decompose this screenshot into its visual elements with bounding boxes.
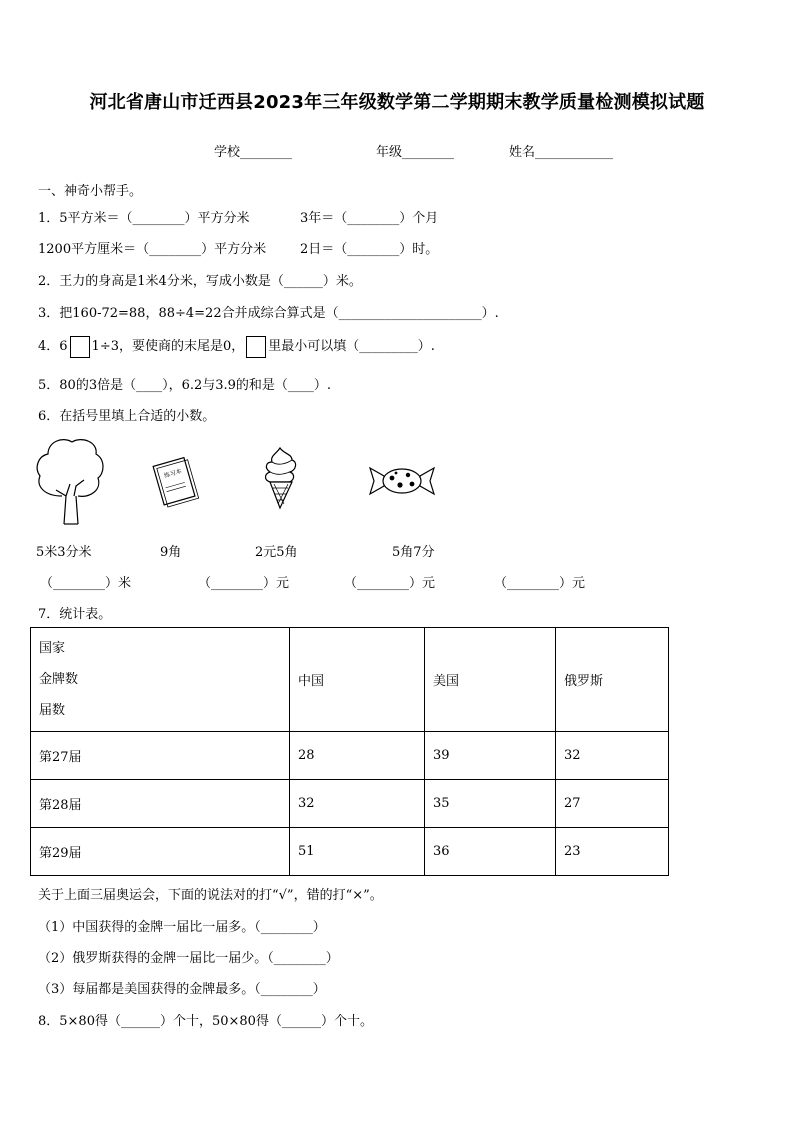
q4-pre: 4．6 <box>38 339 68 354</box>
table-cell: 51 <box>290 828 425 876</box>
notebook-label: 练习本 <box>163 467 183 480</box>
school-field[interactable]: 学校________ <box>214 145 293 160</box>
table-cell: 36 <box>425 828 556 876</box>
q6-prompt: 6．在括号里填上合适的小数。 <box>38 409 216 424</box>
row-label: 第29届 <box>31 828 290 876</box>
row-label: 第27届 <box>31 732 290 780</box>
q1-b: 3年＝（________）个月 <box>300 211 439 226</box>
table-cell: 27 <box>556 780 669 828</box>
table-cell: 35 <box>425 780 556 828</box>
section-heading: 一、神奇小帮手。 <box>38 184 143 199</box>
header-country: 国家 <box>39 641 66 656</box>
q6-answer-4[interactable]: （________）元 <box>494 576 586 591</box>
table-cell: 28 <box>290 732 425 780</box>
header-russia: 俄罗斯 <box>556 628 669 732</box>
q7-statement-3: （3）每届都是美国获得的金牌最多。（________） <box>38 982 326 997</box>
table-cell: 23 <box>556 828 669 876</box>
q6-value-3: 2元5角 <box>255 545 298 560</box>
q7-prompt: 7．统计表。 <box>38 607 112 622</box>
table-row <box>31 828 669 876</box>
notebook-image <box>150 455 200 507</box>
header-gold: 金牌数 <box>39 672 79 687</box>
q7-instruction: 关于上面三届奥运会，下面的说法对的打“√”，错的打“×”。 <box>38 888 383 903</box>
page-title: 河北省唐山市迁西县2023年三年级数学第二学期期末教学质量检测模拟试题 <box>89 92 705 113</box>
table-cell: 32 <box>290 780 425 828</box>
q6-answer-1[interactable]: （________）米 <box>40 576 132 591</box>
q6-answer-2[interactable]: （________）元 <box>198 576 290 591</box>
table-cell: 39 <box>425 732 556 780</box>
q5: 5．80的3倍是（____），6.2与3.9的和是（____）. <box>38 378 332 393</box>
blank-box[interactable] <box>70 336 90 358</box>
header-china: 中国 <box>290 628 425 732</box>
tree-image <box>34 434 106 526</box>
name-field[interactable]: 姓名____________ <box>509 145 614 160</box>
table-row <box>31 732 669 780</box>
candy-image <box>366 462 438 498</box>
q6-value-2: 9角 <box>160 545 182 560</box>
q2: 2．王力的身高是1米4分米，写成小数是（______）米。 <box>38 274 362 289</box>
table-cell: 32 <box>556 732 669 780</box>
q1-d: 2日＝（________）时。 <box>300 242 439 257</box>
q1-c: 1200平方厘米＝（________）平方分米 <box>38 242 267 257</box>
q4 <box>38 335 435 358</box>
row-label: 第28届 <box>31 780 290 828</box>
q4-mid: 1÷3，要使商的末尾是0， <box>91 339 245 354</box>
table-header-row <box>31 628 669 732</box>
header-usa: 美国 <box>425 628 556 732</box>
q4-post: 里最小可以填（_________）. <box>268 339 435 354</box>
header-edition: 届数 <box>39 703 66 718</box>
q7-statement-2: （2）俄罗斯获得的金牌一届比一届少。（________） <box>38 951 339 966</box>
diagonal-header-cell <box>31 628 290 732</box>
table-row <box>31 780 669 828</box>
stats-table <box>30 627 669 876</box>
q6-value-4: 5角7分 <box>392 545 435 560</box>
q1-a: 1．5平方米＝（________）平方分米 <box>38 211 250 226</box>
grade-field[interactable]: 年级________ <box>376 145 455 160</box>
q6-answer-3[interactable]: （________）元 <box>344 576 436 591</box>
q7-statement-1: （1）中国获得的金牌一届比一届多。（________） <box>38 920 326 935</box>
q3: 3．把160-72=88，88÷4=22合并成综合算式是（______________________）. <box>38 306 499 321</box>
q6-value-1: 5米3分米 <box>36 545 92 560</box>
blank-box[interactable] <box>246 336 266 358</box>
ice-cream-image <box>258 446 304 510</box>
q8: 8．5×80得（______）个十，50×80得（______）个十。 <box>38 1014 373 1029</box>
